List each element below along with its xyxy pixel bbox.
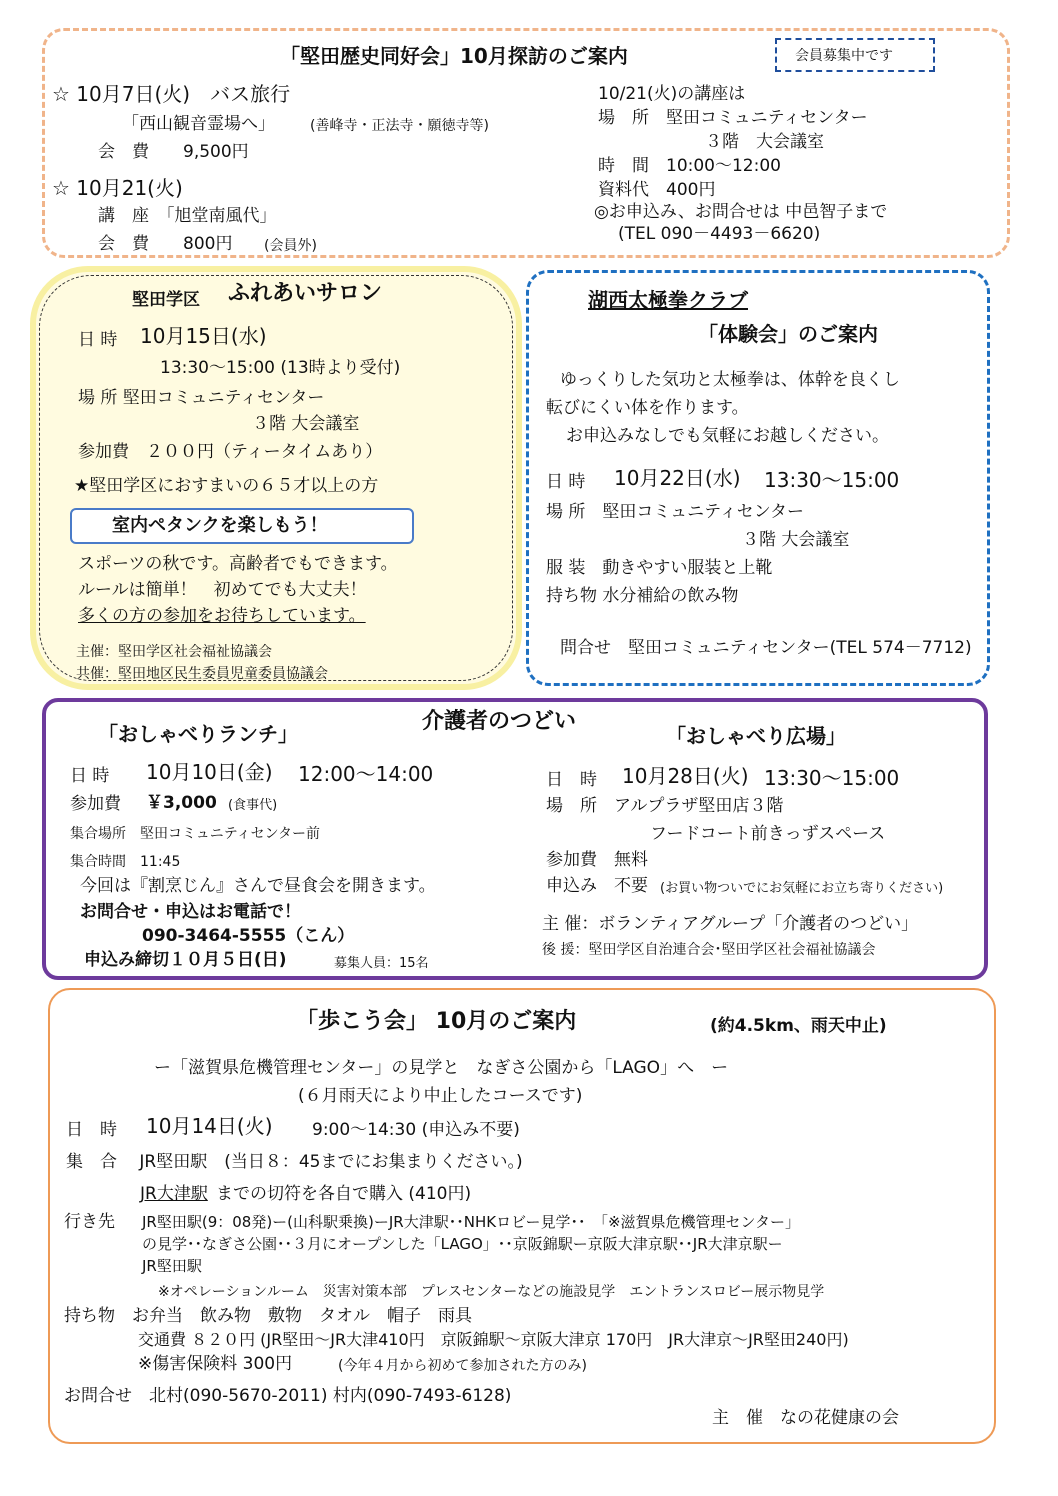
taichi-desc-line1: ゆっくりした気功と太極拳は、体幹を良くし [560, 370, 900, 390]
salon-title-small: 堅田学区 [132, 290, 200, 310]
taichi-contact: 問合せ 堅田コミュニティセンター(TEL 574－7712) [560, 638, 972, 658]
taichi-room: ３階 大会議室 [742, 530, 850, 550]
taichi-place: 場 所 堅田コミュニティセンター [546, 502, 805, 522]
history-lecture-intro: 10/21(火)の講座は [598, 84, 746, 104]
history-lecture-room: ３階 大会議室 [705, 132, 824, 152]
history-club-title: 「堅田歴史同好会」10月探訪のご案内 [280, 44, 628, 68]
walking-bring: 持ち物 お弁当 飲み物 敷物 タオル 帽子 雨具 [64, 1306, 472, 1326]
salon-co-organizer: 共催：堅田地区民生委員児童委員協議会 [76, 666, 328, 682]
hiroba-date-label: 日 時 [546, 770, 597, 790]
taichi-subtitle: 「体験会」のご案内 [698, 322, 878, 346]
walking-route-line2: の見学･･なぎさ公園･･３月にオープンした「LAGO」･･京阪錦駅ー京阪大津京駅･･JR大津京駅ー [142, 1235, 783, 1253]
petanque-banner-label: 室内ペタンクを楽しもう！ [112, 515, 328, 536]
history-event1-temples: (善峰寺・正法寺・願徳寺等) [310, 118, 489, 134]
hiroba-fee: 参加費 無料 [546, 850, 648, 870]
lunch-text: 今回は『割烹じん』さんで昼食会を開きます。 [80, 876, 436, 896]
history-event2-lecture: 講 座 「旭堂南風代」 [98, 206, 277, 226]
taichi-bring: 持ち物 水分補給の飲み物 [546, 586, 739, 606]
taichi-desc-line2: 転びにくい体を作ります。 [546, 398, 749, 418]
hiroba-place-detail: フードコート前きっずスペース [650, 824, 886, 844]
salon-place: 場 所 堅田コミュニティセンター [78, 388, 325, 408]
hiroba-apply-note: (お買い物ついでにお気軽にお立ち寄りください) [660, 881, 944, 896]
walking-route-label: 行き先 [64, 1212, 115, 1232]
salon-date-label: 日 時 [78, 330, 118, 350]
history-event2-fee-note: (会員外) [264, 238, 317, 254]
lunch-capacity: 募集人員：15名 [334, 956, 429, 971]
walking-organizer: 主 催 なの花健康の会 [712, 1408, 899, 1428]
lunch-fee-label: 参加費 [70, 794, 121, 814]
walking-title-note: (約4.5km、雨天中止) [710, 1016, 887, 1036]
walking-title: 「歩こう会」 10月のご案内 [296, 1009, 577, 1034]
walking-facility-note: ※オペレーションルーム 災害対策本部 プレスセンターなどの施設見学 エントランスロビー展示物見学 [158, 1284, 825, 1300]
lunch-title: 「おしゃべりランチ」 [98, 722, 298, 746]
hiroba-organizer: 主 催：ボランティアグループ「介護者のつどい」 [542, 914, 919, 934]
history-lecture-phone: (TEL 090－4493－6620) [618, 224, 821, 244]
lunch-meeting-place: 集合場所 堅田コミュニティセンター前 [70, 826, 321, 842]
salon-organizer: 主催：堅田学区社会福祉協議会 [76, 644, 272, 660]
salon-title: ふれあいサロン [228, 281, 383, 306]
lunch-date-label: 日 時 [70, 766, 110, 786]
lunch-date: 10月10日(金) [146, 760, 273, 784]
salon-fee: 参加費 ２００円（ティータイムあり） [78, 442, 383, 462]
history-event2-date: ☆ 10月21(火) [52, 176, 183, 200]
walking-ticket: までの切符を各自で購入 (410円) [216, 1184, 472, 1204]
salon-time: 13:30～15:00 (13時より受付) [160, 358, 401, 378]
hiroba-title: 「おしゃべり広場」 [666, 724, 846, 748]
history-lecture-material-fee: 資料代 400円 [598, 180, 716, 200]
walking-subtitle: ー「滋賀県危機管理センター」の見学と なぎさ公園から「LAGO」へ ー [154, 1058, 729, 1078]
salon-date: 10月15日(水) [140, 324, 267, 348]
salon-target: ★堅田学区におすまいの６５才以上の方 [74, 476, 379, 496]
taichi-date-label: 日 時 [546, 472, 586, 492]
walking-date: 10月14日(火) [146, 1114, 273, 1138]
lunch-time: 12:00～14:00 [298, 762, 434, 786]
walking-route-line1: JR堅田駅(9：08発)ー(山科駅乗換)ーJR大津駅･･NHKロビー見学･･ 「※滋賀県危機管理センター」 [142, 1213, 800, 1231]
taichi-date: 10月22日(水) [614, 466, 741, 490]
caregivers-title: 介護者のつどい [422, 709, 577, 734]
hiroba-date: 10月28日(火) [622, 764, 749, 788]
walking-subtitle-note: (６月雨天により中止したコースです) [298, 1086, 583, 1106]
taichi-desc-line3: お申込みなしでも気軽にお越しください。 [566, 426, 889, 446]
taichi-time: 13:30～15:00 [764, 468, 900, 492]
history-lecture-time: 時 間 10:00～12:00 [598, 156, 781, 176]
walking-meeting: 集 合 JR堅田駅 (当日８：45までにお集まりください。) [66, 1152, 523, 1172]
history-event1-destination: 「西山観音霊場へ」 [122, 114, 275, 134]
walking-ticket-station: JR大津駅 [140, 1184, 208, 1204]
history-event2-fee: 会 費 800円 [98, 234, 233, 254]
history-lecture-contact: ◎お申込み、お問合せは 中邑智子まで [594, 202, 888, 222]
walking-insurance-note: (今年４月から初めて参加された方のみ) [338, 1358, 587, 1374]
salon-room: ３階 大会議室 [252, 414, 360, 434]
hiroba-apply: 申込み 不要 [546, 876, 648, 896]
walking-route-line3: JR堅田駅 [142, 1257, 202, 1275]
member-badge-label: 会員募集中です [795, 48, 893, 64]
hiroba-time: 13:30～15:00 [764, 766, 900, 790]
lunch-meeting-time: 集合時間 11:45 [70, 854, 181, 870]
lunch-deadline: 申込み締切１０月５日(日) [84, 950, 287, 970]
lunch-fee: ￥3,000 [146, 793, 217, 813]
history-event1-date: ☆ 10月7日(火) バス旅行 [52, 82, 291, 106]
walking-contact: お問合せ 北村(090-5670-2011) 村内(090-7493-6128) [64, 1386, 512, 1406]
salon-text-line3: 多くの方の参加をお待ちしています。 [78, 606, 366, 626]
taichi-wear: 服 装 動きやすい服装と上靴 [546, 558, 773, 578]
hiroba-place: 場 所 アルプラザ堅田店３階 [546, 796, 784, 816]
lunch-contact: お問合せ・申込はお電話で！ [80, 902, 301, 922]
salon-text-line2: ルールは簡単！ 初めてでも大丈夫！ [78, 580, 367, 600]
lunch-phone: 090-3464-5555（こん） [142, 926, 355, 946]
history-lecture-place: 場 所 堅田コミュニティセンター [598, 108, 868, 128]
walking-date-label: 日 時 [66, 1120, 117, 1140]
salon-text-line1: スポーツの秋です。高齢者でもできます。 [78, 554, 398, 574]
taichi-title: 湖西太極拳クラブ [588, 288, 748, 312]
history-event1-fee: 会 費 9,500円 [98, 142, 249, 162]
hiroba-sponsor: 後 援：堅田学区自治連合会･堅田学区社会福祉協議会 [542, 942, 876, 958]
walking-fare: 交通費 ８２０円 (JR堅田～JR大津410円 京阪錦駅～京阪大津京 170円 JR大津京～JR堅田240円) [138, 1330, 849, 1349]
walking-insurance: ※傷害保険料 300円 [138, 1354, 293, 1374]
walking-time: 9:00～14:30 (申込み不要) [312, 1120, 520, 1140]
lunch-fee-note: (食事代) [228, 798, 278, 813]
